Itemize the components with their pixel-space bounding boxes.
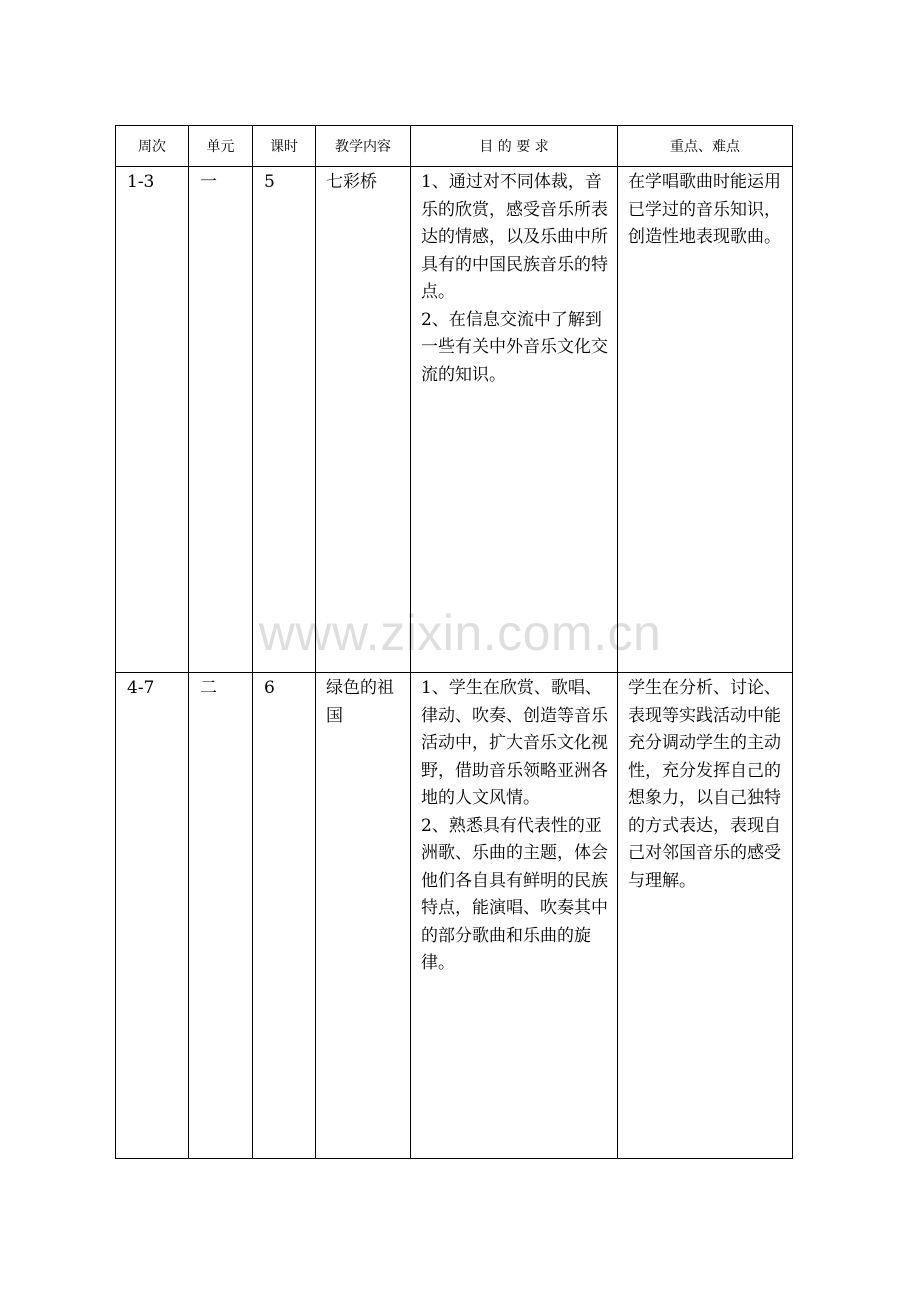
cell-hours: [253, 673, 316, 1159]
cell-week: [116, 673, 189, 1159]
cell-goals: [411, 673, 618, 1159]
hours-value: 6: [264, 678, 275, 698]
cell-hours: [253, 167, 316, 673]
cell-key-points: [618, 167, 793, 673]
hours-value: 5: [264, 172, 275, 192]
goal-item: 2、在信息交流中了解到一些有关中外音乐文化交流的知识。: [421, 309, 608, 385]
cell-key-points: [618, 673, 793, 1159]
teaching-plan-table: [115, 125, 793, 1159]
cell-unit: [189, 673, 253, 1159]
table-header-row: [116, 126, 793, 167]
key-points-value: 在学唱歌曲时能运用已学过的音乐知识，创造性地表现歌曲。: [628, 172, 781, 247]
header-hours: 课时: [253, 126, 316, 167]
content-value: 绿色的祖国: [326, 678, 394, 726]
cell-unit: [189, 167, 253, 673]
unit-value: 二: [200, 678, 217, 698]
header-goals: 目 的 要 求: [411, 126, 618, 167]
table-row: [116, 167, 793, 673]
week-value: 4-7: [127, 678, 155, 698]
week-value: 1-3: [127, 172, 155, 192]
table-row: [116, 673, 793, 1159]
cell-content: [316, 167, 411, 673]
key-points-value: 学生在分析、讨论、表现等实践活动中能充分调动学生的主动性，充分发挥自己的想象力，以自己独特的方式表达，表现自己对邻国音乐的感受与理解。: [628, 678, 781, 891]
header-week: 周次: [116, 126, 189, 167]
goal-item: 2、熟悉具有代表性的亚洲歌、乐曲的主题，体会他们各自具有鲜明的民族特点，能演唱、吹奏其中的部分歌曲和乐曲的旋律。: [421, 815, 608, 973]
content-value: 七彩桥: [326, 172, 377, 192]
header-unit: 单元: [189, 126, 253, 167]
cell-content: [316, 673, 411, 1159]
cell-goals: [411, 167, 618, 673]
unit-value: 一: [200, 172, 217, 192]
goal-item: 1、学生在欣赏、歌唱、律动、吹奏、创造等音乐活动中，扩大音乐文化视野，借助音乐领略亚洲各地的人文风情。: [421, 678, 608, 808]
cell-week: [116, 167, 189, 673]
header-content: 教学内容: [316, 126, 411, 167]
header-key-points: 重点、难点: [618, 126, 793, 167]
watermark: www.zixin.com.cn: [258, 605, 662, 661]
goal-item: 1、通过对不同体裁，音乐的欣赏，感受音乐所表达的情感，以及乐曲中所具有的中国民族音乐的特点。: [421, 172, 608, 302]
